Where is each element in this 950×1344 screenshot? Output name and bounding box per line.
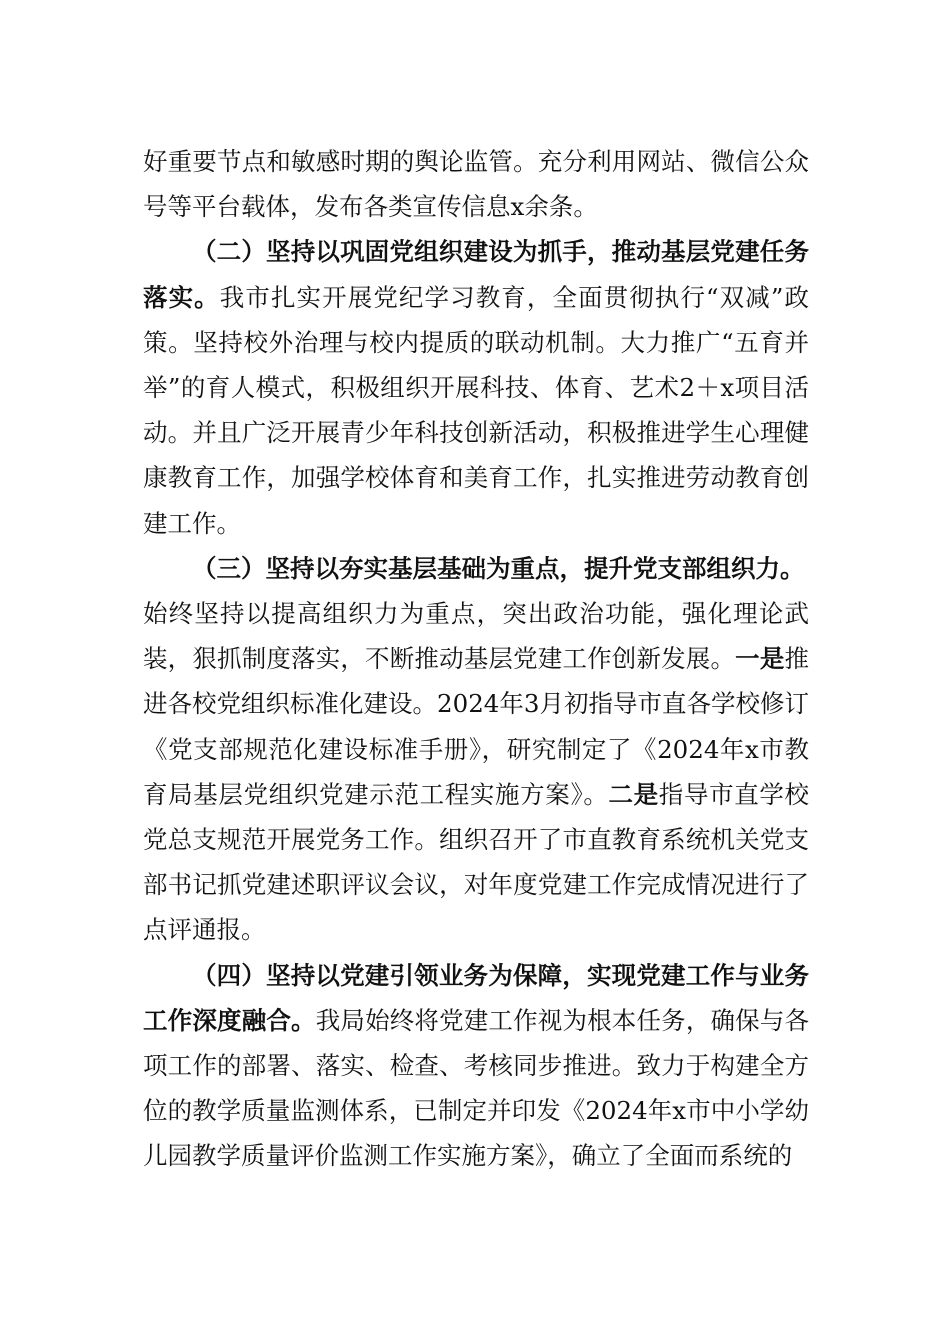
paragraph-text: 推进各校党组织标准化建设。2024年3月初指导市直各学校修订《党支部规范化建设标准手册》，研究制定了《2024年x市教育局基层党组织党建示范工程实施方案》。 [143, 644, 810, 809]
paragraph-text: 我市扎实开展党纪学习教育，全面贯彻执行“双减”政策。坚持校外治理与校内提质的联动机制。大力推广“五育并举”的育人模式，积极组织开展科技、体育、艺术2＋x项目活动。并且广泛开展青少年科技创新活动，积极推进学生心理健康教育工作，加强学校体育和美育工作，扎实推进劳动教育创建工作。 [143, 282, 809, 538]
paragraph-section-3-heading [143, 546, 809, 591]
document-body [143, 139, 809, 1179]
paragraph-text: 好重要节点和敏感时期的舆论监管。充分利用网站、微信公众号等平台载体，发布各类宣传信息x余条。 [143, 147, 809, 222]
paragraph-section-2 [143, 229, 809, 545]
section-heading-2: （二）坚持以巩固党组织建设为抓手，推动基层党建任务落实。 [143, 237, 809, 312]
paragraph-section-4 [143, 953, 809, 1179]
list-marker-second: 二是 [608, 779, 659, 809]
list-marker-first: 一是 [735, 644, 785, 674]
paragraph-text: 我局始终将党建工作视为根本任务，确保与各项工作的部署、落实、检查、考核同步推进。致力于构建全方位的教学质量监测体系，已制定并印发《2024年x市中小学幼儿园教学质量评价监测工作实施方案》，确立了全面而系统的 [143, 1005, 810, 1171]
section-heading-3: （三）坚持以夯实基层基础为重点，提升党支部组织力。 [192, 553, 805, 583]
paragraph-text: 始终坚持以提高组织力为重点，突出政治功能，强化理论武装，狠抓制度落实，不断推动基层党建工作创新发展。 [143, 599, 809, 674]
paragraph-continuation [143, 139, 809, 229]
section-heading-4: （四）坚持以党建引领业务为保障，实现党建工作与业务工作深度融合。 [143, 960, 809, 1035]
paragraph-section-3-body [143, 591, 809, 953]
paragraph-text: 指导市直学校党总支规范开展党务工作。组织召开了市直教育系统机关党支部书记抓党建述职评议会议，对年度党建工作完成情况进行了点评通报。 [143, 779, 810, 945]
